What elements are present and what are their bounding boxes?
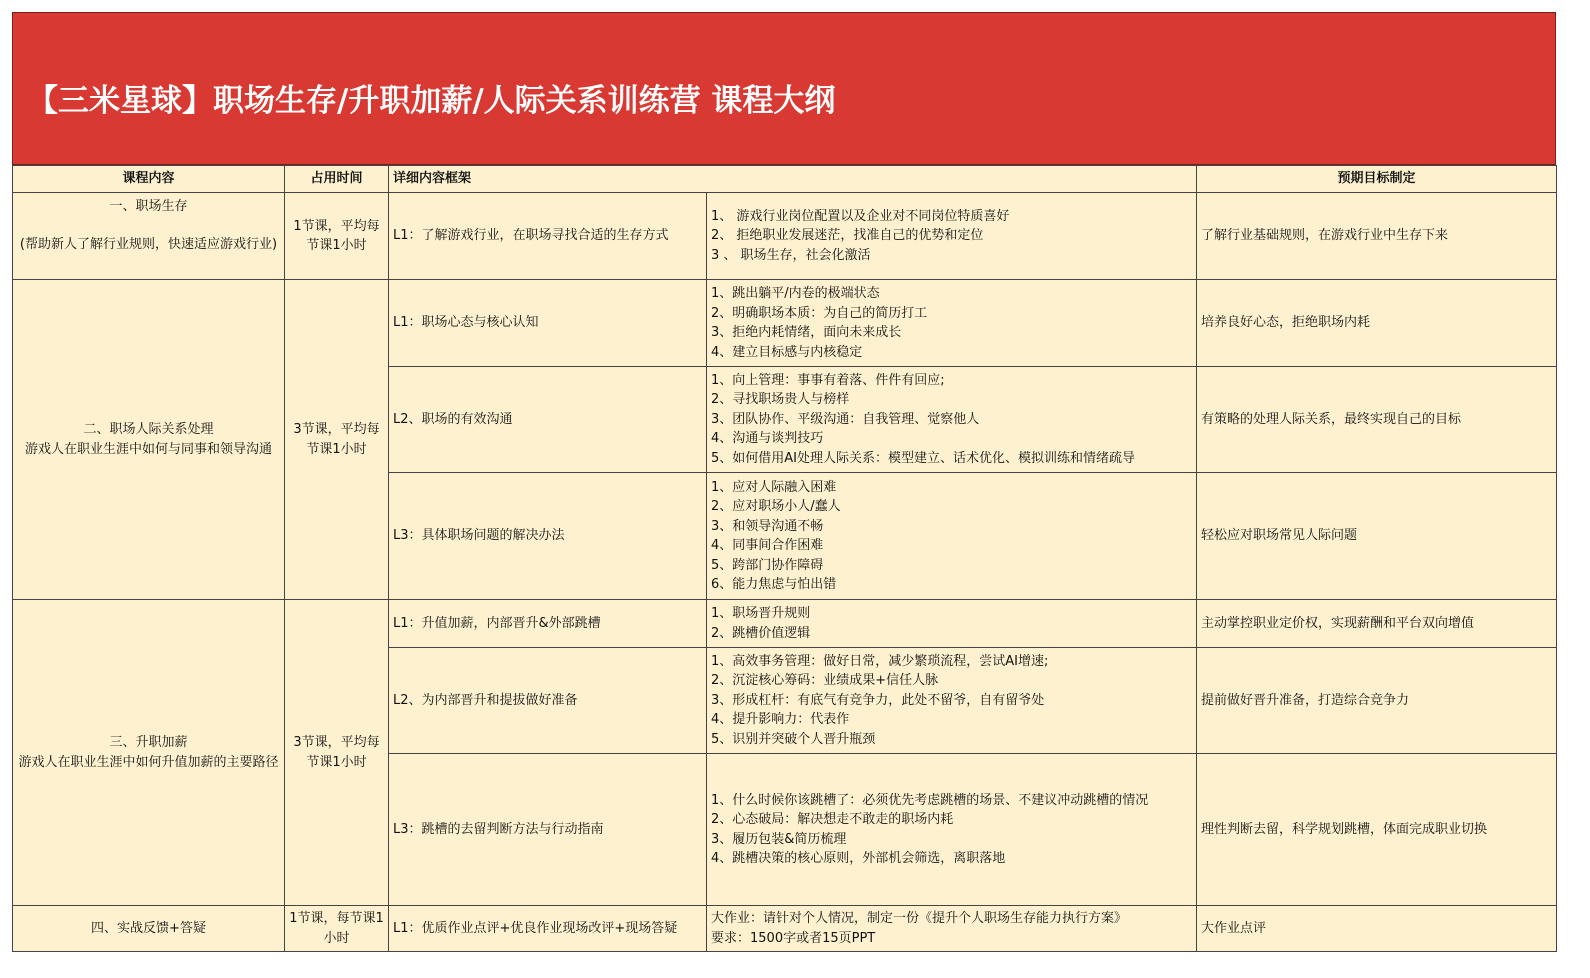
detail-item: 3、团队协作、平级沟通：自我管理、觉察他人: [711, 411, 980, 427]
detail-item: 3 、 职场生存，社会化激活: [711, 247, 871, 263]
header-course-content: 课程内容: [13, 166, 285, 193]
detail-item: 4、同事间合作困难: [711, 538, 824, 553]
section-cell: [13, 906, 285, 952]
lesson-details: [707, 473, 1197, 600]
detail-item: 3、形成杠杆：有底气有竞争力，此处不留爷，自有留爷处: [711, 692, 1045, 708]
section-cell: [13, 600, 285, 906]
lesson-title: L2、职场的有效沟通: [389, 367, 707, 473]
table-row: [13, 280, 1557, 367]
lesson-goal: 大作业点评: [1197, 906, 1557, 952]
detail-item: 4、建立目标感与内核稳定: [711, 344, 863, 360]
lesson-goal: 主动掌控职业定价权，实现薪酬和平台双向增值: [1197, 600, 1557, 648]
detail-item: 1、职场晋升规则: [711, 606, 811, 621]
lesson-title: L3：跳槽的去留判断方法与行动指南: [389, 754, 707, 906]
lesson-goal: 有策略的处理人际关系，最终实现自己的目标: [1197, 367, 1557, 473]
section-name: 二、职场人际关系处理: [83, 422, 214, 437]
lesson-title: L1：优质作业点评+优良作业现场改评+现场答疑: [389, 906, 707, 952]
lesson-title: L2、为内部晋升和提拔做好准备: [389, 648, 707, 754]
duration-cell: 3节课，平均每节课1小时: [285, 280, 389, 600]
detail-item: 4、跳槽决策的核心原则，外部机会筛选，离职落地: [711, 851, 1006, 866]
lesson-title: L1：职场心态与核心认知: [389, 280, 707, 367]
section-name: 四、实战反馈+答疑: [91, 920, 206, 936]
detail-item: 6、能力焦虑与怕出错: [711, 577, 837, 592]
syllabus-sheet: [12, 12, 1556, 952]
detail-item: 2、心态破局：解决想走不敢走的职场内耗: [711, 812, 954, 827]
table-row: [13, 600, 1557, 648]
lesson-title: L1：了解游戏行业，在职场寻找合适的生存方式: [389, 193, 707, 280]
table-row: [13, 906, 1557, 952]
duration-cell: 3节课，平均每节课1小时: [285, 600, 389, 906]
table-header-row: [13, 166, 1557, 193]
header-detail-framework: 详细内容框架: [389, 166, 1197, 193]
detail-item: 1、 游戏行业岗位配置以及企业对不同岗位特质喜好: [711, 208, 1010, 224]
detail-item: 1、向上管理：事事有着落、件件有回应;: [711, 372, 945, 388]
syllabus-table: [12, 165, 1557, 952]
detail-item: 5、如何借用AI处理人际关系：模型建立、话术优化、模拟训练和情绪疏导: [711, 450, 1135, 466]
lesson-details: [707, 648, 1197, 754]
lesson-title: L1：升值加薪，内部晋升&外部跳槽: [389, 600, 707, 648]
table-body: [13, 193, 1557, 952]
lesson-details: [707, 906, 1197, 952]
lesson-details: [707, 193, 1197, 280]
detail-item: 2、沉淀核心筹码：业绩成果+信任人脉: [711, 673, 939, 689]
lesson-details: [707, 280, 1197, 367]
detail-item: 3、拒绝内耗情绪，面向未来成长: [711, 325, 902, 340]
detail-item: 大作业：请针对个人情况，制定一份《提升个人职场生存能力执行方案》: [711, 911, 1128, 926]
detail-item: 2、应对职场小人/蠢人: [711, 499, 841, 514]
header-expected-goal: 预期目标制定: [1197, 166, 1557, 193]
detail-item: 5、识别并突破个人晋升瓶颈: [711, 731, 876, 747]
lesson-goal: 了解行业基础规则，在游戏行业中生存下来: [1197, 193, 1557, 280]
detail-item: 2、 拒绝职业发展迷茫，找准自己的优势和定位: [711, 228, 984, 244]
detail-item: 3、和领导沟通不畅: [711, 518, 824, 534]
duration-cell: 1节课，平均每节课1小时: [285, 193, 389, 280]
detail-item: 1、什么时候你该跳槽了：必须优先考虑跳槽的场景、不建议冲动跳槽的情况: [711, 792, 1149, 808]
detail-item: 1、跳出躺平/内卷的极端状态: [711, 286, 880, 301]
page-title: 【三米星球】职场生存/升职加薪/人际关系训练营 课程大纲: [27, 83, 836, 119]
section-cell: [13, 193, 285, 280]
section-description: 游戏人在职业生涯中如何升值加薪的主要路径: [18, 754, 279, 770]
lesson-goal: 培养良好心态，拒绝职场内耗: [1197, 280, 1557, 367]
table-row: [13, 193, 1557, 280]
detail-item: 要求：1500字或者15页PPT: [711, 930, 876, 946]
lesson-goal: 轻松应对职场常见人际问题: [1197, 473, 1557, 600]
lesson-goal: 提前做好晋升准备，打造综合竞争力: [1197, 648, 1557, 754]
lesson-details: [707, 600, 1197, 648]
section-name: 一、职场生存: [109, 199, 188, 214]
detail-item: 3、履历包装&简历梳理: [711, 831, 847, 847]
detail-item: 1、高效事务管理：做好日常，减少繁琐流程，尝试AI增速;: [711, 653, 1049, 669]
detail-item: 2、寻找职场贵人与榜样: [711, 392, 850, 408]
section-description: 游戏人在职业生涯中如何与同事和领导沟通: [24, 441, 272, 457]
detail-item: 4、提升影响力：代表作: [711, 712, 850, 728]
detail-item: 1、应对人际融入困难: [711, 479, 837, 495]
detail-item: 5、跨部门协作障碍: [711, 557, 824, 573]
duration-cell: 1节课，每节课1小时: [285, 906, 389, 952]
section-name: 三、升职加薪: [109, 735, 188, 750]
section-cell: [13, 280, 285, 600]
lesson-details: [707, 367, 1197, 473]
header-duration: 占用时间: [285, 166, 389, 193]
lesson-goal: 理性判断去留，科学规划跳槽，体面完成职业切换: [1197, 754, 1557, 906]
detail-item: 2、跳槽价值逻辑: [711, 625, 811, 641]
title-banner: [12, 12, 1556, 165]
detail-item: 4、沟通与谈判技巧: [711, 431, 824, 447]
detail-item: 2、明确职场本质：为自己的简历打工: [711, 305, 928, 321]
lesson-title: L3：具体职场问题的解决办法: [389, 473, 707, 600]
section-description: (帮助新人了解行业规则，快速适应游戏行业): [19, 236, 278, 252]
lesson-details: [707, 754, 1197, 906]
